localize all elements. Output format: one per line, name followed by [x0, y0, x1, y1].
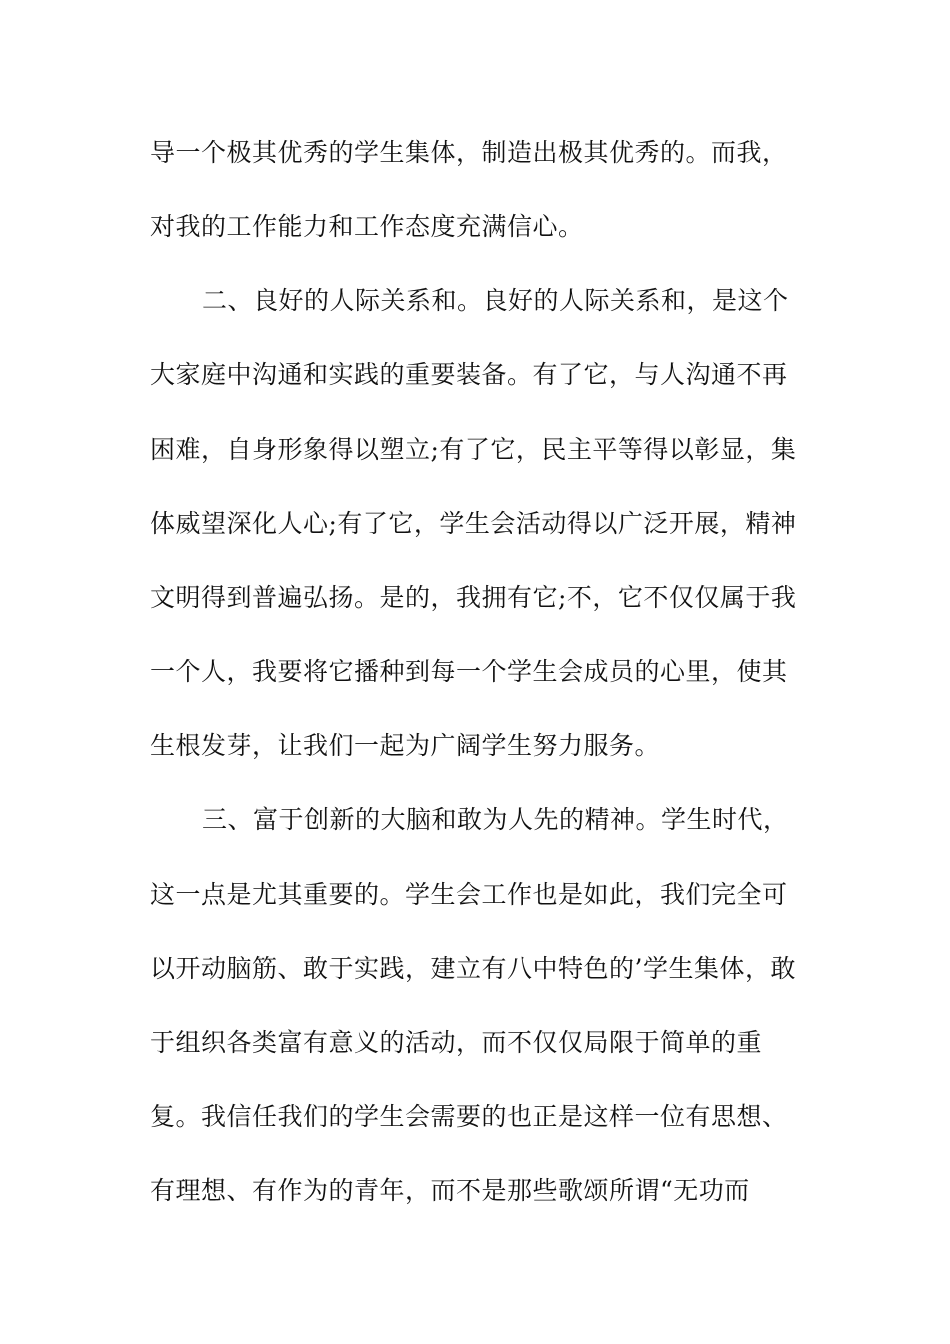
- text-line: 一个人，我要将它播种到每一个学生会成员的心里，使其: [150, 657, 788, 686]
- text-line: 复。我信任我们的学生会需要的也正是这样一位有思想、: [150, 1102, 788, 1131]
- text-line: 体威望深化人心;有了它，学生会活动得以广泛开展，精神: [150, 509, 797, 538]
- text-line: 于组织各类富有意义的活动，而不仅仅局限于简单的重: [150, 1028, 763, 1057]
- text-line: 生根发芽，让我们一起为广阔学生努力服务。: [150, 731, 661, 760]
- paragraph-start-line: 三、富于创新的大脑和敢为人先的精神。学生时代，: [202, 805, 789, 834]
- text-line: 有理想、有作为的青年，而不是那些歌颂所谓“无功而: [150, 1176, 750, 1205]
- text-line: 对我的工作能力和工作态度充满信心。: [150, 212, 584, 241]
- paragraph-start-line: 二、良好的人际关系和。良好的人际关系和，是这个: [202, 286, 789, 315]
- text-line: 困难，自身形象得以塑立;有了它，民主平等得以彰显，集: [150, 435, 797, 464]
- text-line: 以开动脑筋、敢于实践，建立有八中特色的’学生集体，敢: [150, 954, 796, 983]
- text-line: 大家庭中沟通和实践的重要装备。有了它，与人沟通不再: [150, 360, 788, 389]
- text-line: 文明得到普遍弘扬。是的，我拥有它;不，它不仅仅属于我: [150, 583, 797, 612]
- text-line: 导一个极其优秀的学生集体，制造出极其优秀的。而我，: [150, 138, 788, 167]
- text-line: 这一点是尤其重要的。学生会工作也是如此，我们完全可: [150, 880, 788, 909]
